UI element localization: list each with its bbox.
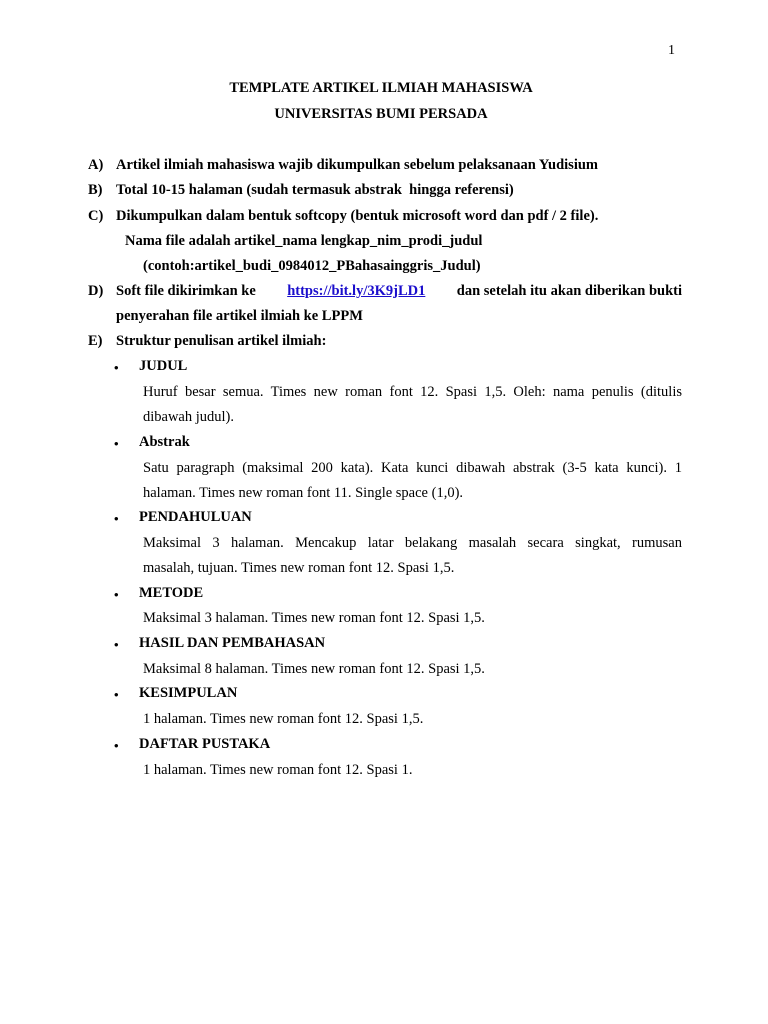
item-c-marker: C) (88, 208, 104, 224)
section-metode-title: METODE (139, 585, 204, 601)
section-kesimpulan-title: KESIMPULAN (139, 685, 238, 701)
item-c-filename-example: (contoh:artikel_budi_0984012_PBahasainggris_Judul) (143, 258, 481, 274)
item-b-marker: B) (88, 182, 103, 198)
bullet-icon: • (114, 360, 119, 375)
bullet-icon: • (114, 687, 119, 702)
section-metode-desc: Maksimal 3 halaman. Times new roman font 12. Spasi 1,5. (143, 610, 485, 626)
item-c-filename-rule: Nama file adalah artikel_nama lengkap_nim_prodi_judul (125, 233, 483, 249)
section-hasil-desc: Maksimal 8 halaman. Times new roman font 12. Spasi 1,5. (143, 661, 485, 677)
item-d-suffix: dan setelah itu akan diberikan bukti (456, 283, 682, 299)
section-judul-title: JUDUL (139, 358, 188, 374)
item-a-text: Artikel ilmiah mahasiswa wajib dikumpulkan sebelum pelaksanaan Yudisium (116, 157, 598, 173)
section-kesimpulan-desc: 1 halaman. Times new roman font 12. Spasi 1,5. (143, 711, 424, 727)
item-e-text: Struktur penulisan artikel ilmiah: (116, 333, 327, 349)
bullet-icon: • (114, 738, 119, 753)
page-number: 1 (668, 43, 675, 58)
item-a-marker: A) (88, 157, 104, 173)
section-abstrak-title: Abstrak (139, 434, 190, 450)
item-d-marker: D) (88, 283, 104, 299)
bullet-icon: • (114, 587, 119, 602)
section-hasil-title: HASIL DAN PEMBAHASAN (139, 635, 326, 651)
section-judul-desc-line2: dibawah judul). (143, 409, 235, 425)
section-pendahuluan-desc-line1: Maksimal 3 halaman. Mencakup latar belakang masalah secara singkat, rumusan (143, 535, 682, 551)
submission-link[interactable]: https://bit.ly/3K9jLD1 (287, 283, 426, 299)
section-daftar-pustaka-title: DAFTAR PUSTAKA (139, 736, 271, 752)
item-d-line2: penyerahan file artikel ilmiah ke LPPM (116, 308, 363, 324)
section-abstrak-desc-line2: halaman. Times new roman font 11. Single space (1,0). (143, 485, 464, 501)
section-abstrak-desc-line1: Satu paragraph (maksimal 200 kata). Kata kunci dibawah abstrak (3-5 kata kunci). 1 (143, 460, 682, 476)
section-pendahuluan-title: PENDAHULUAN (139, 509, 252, 525)
section-pendahuluan-desc-line2: masalah, tujuan. Times new roman font 12. Spasi 1,5. (143, 560, 455, 576)
item-b-text: Total 10-15 halaman (sudah termasuk abstrak hingga referensi) (116, 182, 514, 198)
bullet-icon: • (114, 637, 119, 652)
document-subtitle: UNIVERSITAS BUMI PERSADA (274, 106, 488, 122)
bullet-icon: • (114, 511, 119, 526)
section-daftar-pustaka-desc: 1 halaman. Times new roman font 12. Spasi 1. (143, 762, 413, 778)
section-judul-desc-line1: Huruf besar semua. Times new roman font 12. Spasi 1,5. Oleh: nama penulis (ditulis (143, 384, 682, 400)
item-e-marker: E) (88, 333, 103, 349)
item-c-text: Dikumpulkan dalam bentuk softcopy (bentuk microsoft word dan pdf / 2 file). (116, 208, 599, 224)
item-d-line1 (116, 283, 682, 300)
item-d-prefix: Soft file dikirimkan ke (116, 283, 256, 299)
bullet-icon: • (114, 436, 119, 451)
document-title: TEMPLATE ARTIKEL ILMIAH MAHASISWA (229, 80, 533, 96)
